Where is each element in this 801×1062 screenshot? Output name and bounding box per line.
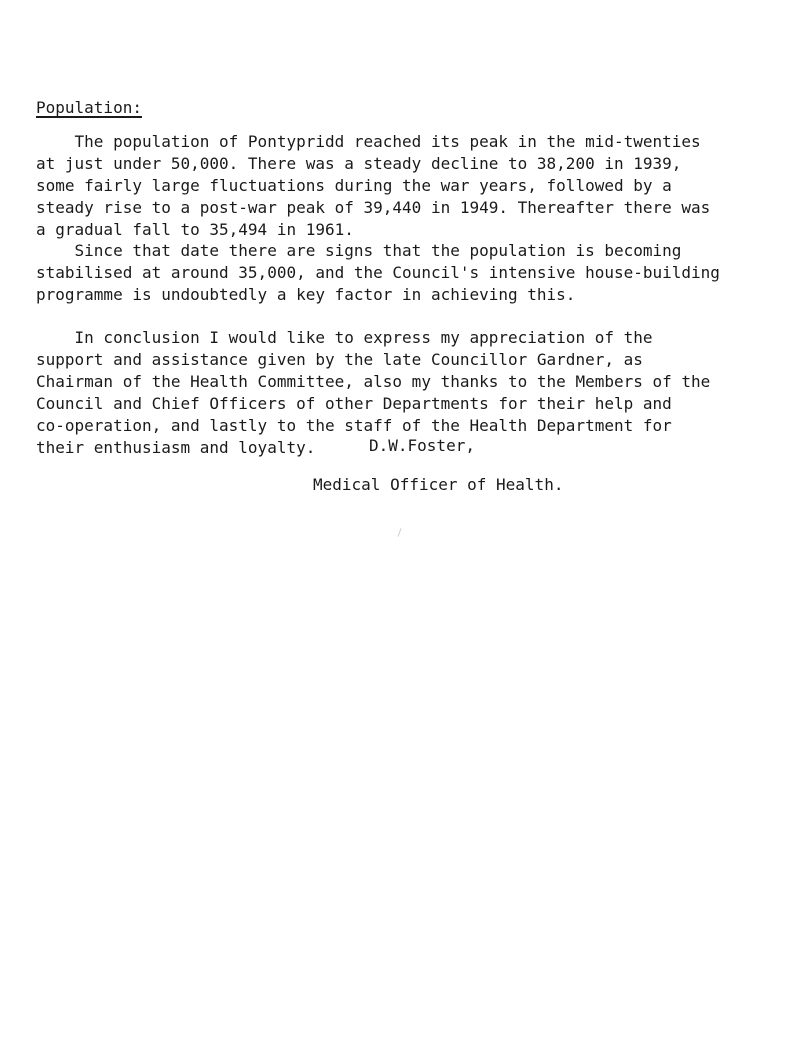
text-line: Since that date there are signs that the population is becoming — [36, 241, 682, 260]
paragraph-population-stabilised — [36, 240, 720, 306]
text-line: Council and Chief Officers of other Departments for their help and — [36, 394, 672, 413]
text-line: The population of Pontypridd reached its peak in the mid-twenties — [36, 132, 701, 151]
text-line: co-operation, and lastly to the staff of the Health Department for — [36, 416, 672, 435]
text-line: In conclusion I would like to express my appreciation of the — [36, 328, 653, 347]
text-line: a gradual fall to 35,494 in 1961. — [36, 220, 354, 239]
scan-mark — [397, 528, 401, 537]
text-line: programme is undoubtedly a key factor in achieving this. — [36, 285, 576, 304]
signature-title: Medical Officer of Health. — [313, 475, 564, 494]
paragraph-population-history — [36, 131, 710, 241]
text-line: steady rise to a post-war peak of 39,440 in 1949. Thereafter there was — [36, 198, 711, 217]
text-line: stabilised at around 35,000, and the Council's intensive house-building — [36, 263, 720, 282]
section-heading: Population: — [36, 98, 142, 117]
text-line: their enthusiasm and loyalty. — [36, 438, 316, 457]
text-line: at just under 50,000. There was a steady decline to 38,200 in 1939, — [36, 154, 682, 173]
text-line: Chairman of the Health Committee, also my thanks to the Members of the — [36, 372, 711, 391]
text-line: support and assistance given by the late Councillor Gardner, as — [36, 350, 643, 369]
signature-name: D.W.Foster, — [369, 436, 475, 455]
text-line: some fairly large fluctuations during the war years, followed by a — [36, 176, 672, 195]
